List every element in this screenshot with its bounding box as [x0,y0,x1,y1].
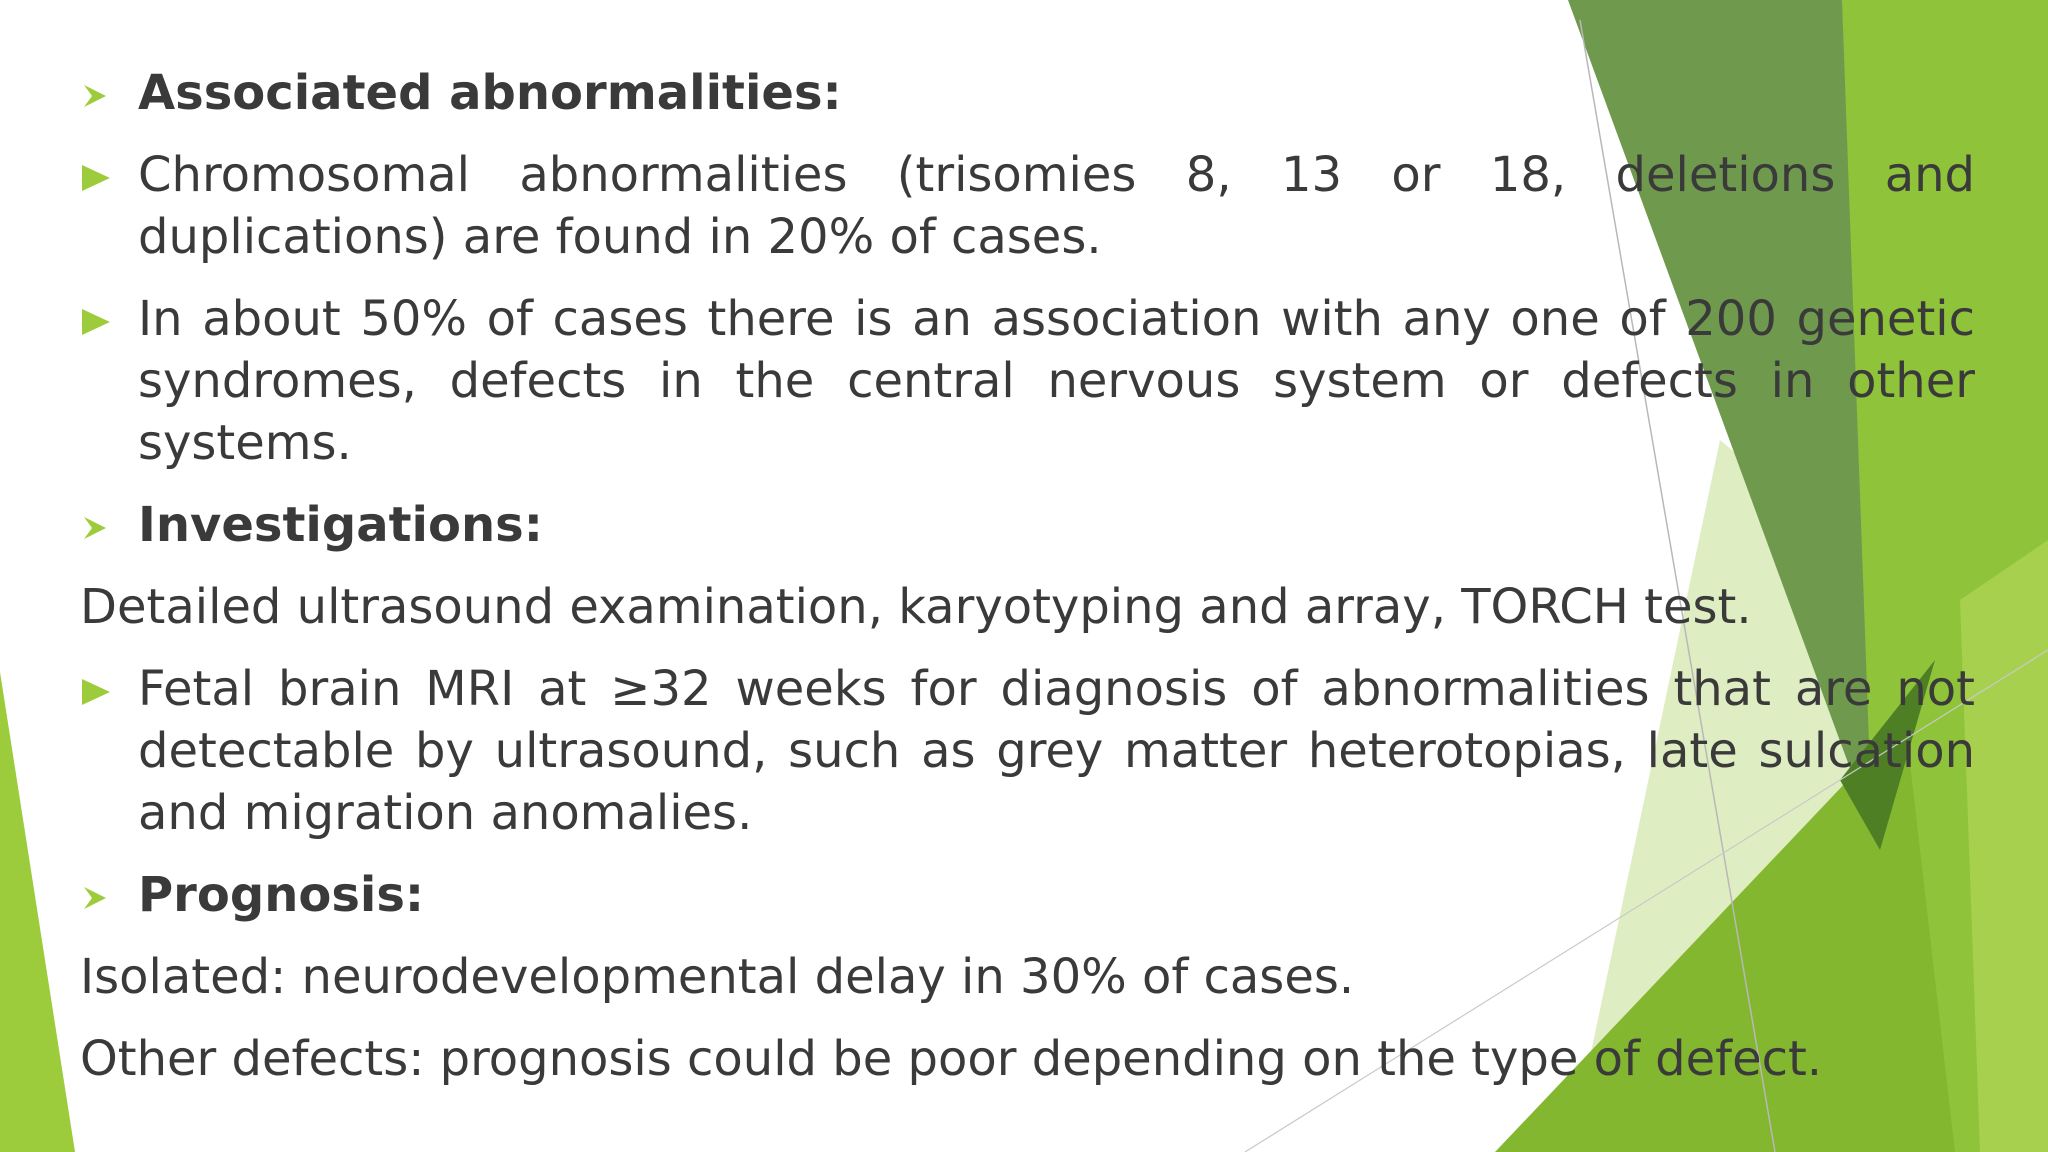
chevron-arrow-icon [80,513,112,543]
heading-text: Investigations: [138,497,543,553]
plain-text-line [80,1028,1975,1090]
item-text: Isolated: neurodevelopmental delay in 30% of cases. [80,949,1355,1005]
section-heading [80,494,1975,556]
chevron-arrow-icon [80,81,112,111]
item-text: Detailed ultrasound examination, karyotyping and array, TORCH test. [80,579,1752,635]
section-heading [80,864,1975,926]
bullet-item [80,288,1975,474]
item-text: Fetal brain MRI at ≥32 weeks for diagnosis of abnormalities that are not detectable by ultrasound, such as grey matter heterotopias, late sulcation and migration anomalies. [138,661,1975,841]
slide-content [80,62,1975,1110]
item-text: Other defects: prognosis could be poor depending on the type of defect. [80,1031,1823,1087]
left-green-sliver [0,672,75,1152]
triangle-bullet-icon [80,677,112,707]
triangle-bullet-icon [80,163,112,193]
item-text: In about 50% of cases there is an association with any one of 200 genetic syndromes, defects in the central nervous system or defects in other systems. [138,291,1975,471]
chevron-arrow-icon [80,883,112,913]
bullet-item [80,144,1975,268]
bullet-item [80,658,1975,844]
plain-text-line [80,576,1975,638]
plain-text-line [80,946,1975,1008]
section-heading [80,62,1975,124]
item-text: Chromosomal abnormalities (trisomies 8, 13 or 18, deletions and duplications) are found in 20% of cases. [138,147,1975,265]
triangle-bullet-icon [80,307,112,337]
heading-text: Associated abnormalities: [138,65,842,121]
heading-text: Prognosis: [138,867,425,923]
